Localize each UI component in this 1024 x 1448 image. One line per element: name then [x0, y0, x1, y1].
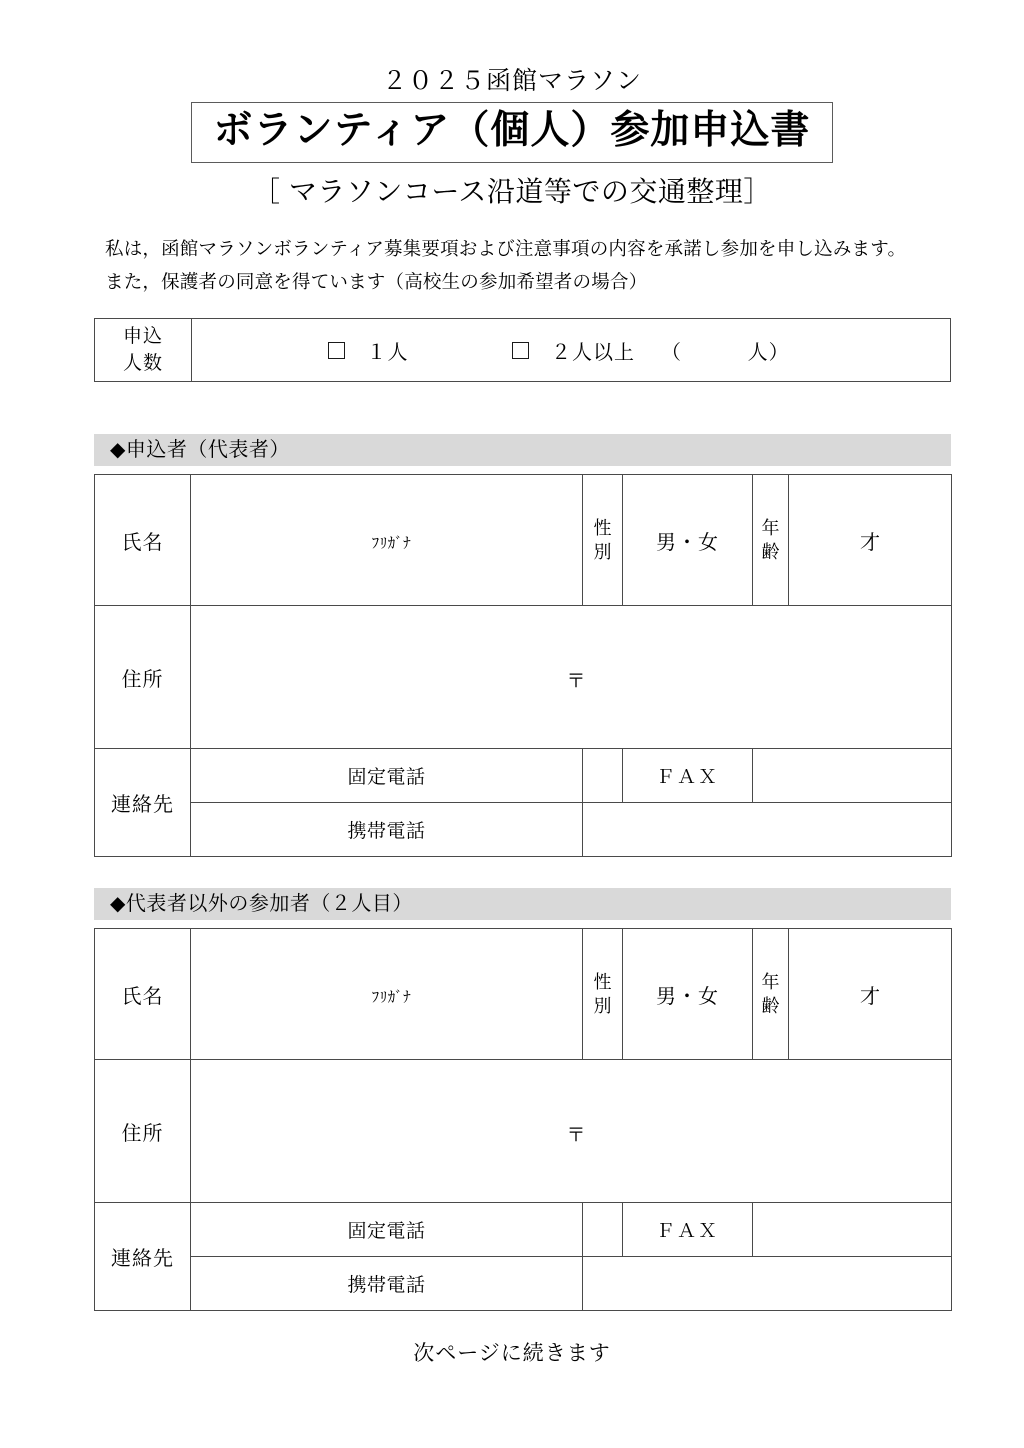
mobile-input-cell[interactable]: [583, 1257, 952, 1311]
age-label-cell: [753, 929, 789, 1060]
option-two-or-more-label: ２人以上: [551, 341, 635, 364]
sex-label-char-2: 別: [593, 996, 612, 1016]
furigana-label: ﾌﾘｶﾞﾅ: [371, 989, 412, 1006]
option-two-or-more[interactable]: [512, 336, 790, 365]
option-one-person-label: １人: [366, 341, 409, 364]
sex-value-cell[interactable]: 男・女: [623, 929, 753, 1060]
table-row-landline: [95, 749, 952, 803]
sex-value-cell[interactable]: 男・女: [623, 475, 753, 606]
age-label-char-2: 齢: [761, 542, 780, 562]
sex-label-char-2: 別: [593, 542, 612, 562]
table-row-mobile: [95, 1257, 952, 1311]
contact-label-cell: 連絡先: [95, 1203, 191, 1311]
postal-code-mark: 〒: [566, 1124, 586, 1146]
section-header-applicant: ◆申込者（代表者）: [94, 434, 951, 466]
count-label-line-2: 人数: [122, 353, 163, 374]
name-input-cell[interactable]: [191, 475, 583, 606]
sex-label-cell: [583, 929, 623, 1060]
count-label-cell: [95, 319, 192, 382]
mobile-label-cell: 携帯電話: [191, 1257, 583, 1311]
postal-code-mark: 〒: [566, 670, 586, 692]
page-subtitle: ［ マラソンコース沿道等での交通整理］: [252, 176, 772, 207]
table-row-mobile: [95, 803, 952, 857]
count-label-line-1: 申込: [122, 326, 163, 347]
sex-label-cell: [583, 475, 623, 606]
address-input-cell[interactable]: [191, 1060, 952, 1203]
age-label-char-2: 齢: [761, 996, 780, 1016]
section-header-second-participant: ◆代表者以外の参加者（２人目）: [94, 888, 951, 920]
age-value-cell[interactable]: 才: [789, 475, 952, 606]
page-title: ボランティア（個人）参加申込書: [191, 102, 834, 163]
mobile-input-cell[interactable]: [583, 803, 952, 857]
consent-paragraph: [105, 232, 955, 298]
count-options-row: [192, 336, 950, 365]
furigana-label: ﾌﾘｶﾞﾅ: [371, 535, 412, 552]
applicant-details-table: [94, 474, 952, 857]
fax-input-cell[interactable]: [753, 1203, 952, 1257]
name-label-cell: 氏名: [95, 929, 191, 1060]
table-row: [95, 319, 951, 382]
application-count-table: [94, 318, 951, 382]
checkbox-one-person[interactable]: [328, 342, 345, 359]
mobile-label-cell: 携帯電話: [191, 803, 583, 857]
age-label-cell: [753, 475, 789, 606]
consent-line-2: また，保護者の同意を得ています（高校生の参加希望者の場合）: [105, 271, 648, 292]
landline-label-cell: 固定電話: [191, 1203, 583, 1257]
address-label-cell: 住所: [95, 1060, 191, 1203]
name-input-cell[interactable]: [191, 929, 583, 1060]
sex-label-char-1: 性: [593, 972, 612, 992]
table-row-name: [95, 929, 952, 1060]
second-participant-details-table: [94, 928, 952, 1311]
fax-label-cell: ＦＡＸ: [623, 1203, 753, 1257]
document-header: [0, 66, 1024, 209]
contact-label-cell: 連絡先: [95, 749, 191, 857]
landline-input-cell[interactable]: [583, 1203, 623, 1257]
sex-label-char-1: 性: [593, 518, 612, 538]
option-one-person[interactable]: [224, 336, 512, 365]
fax-label-cell: ＦＡＸ: [623, 749, 753, 803]
table-row-address: [95, 606, 952, 749]
continuation-note: 次ページに続きます: [413, 1342, 611, 1365]
count-entry-field[interactable]: （ 人）: [661, 341, 790, 364]
event-name: ２０２５函館マラソン: [381, 67, 642, 95]
address-label-cell: 住所: [95, 606, 191, 749]
table-row-address: [95, 1060, 952, 1203]
count-options-cell: [192, 319, 951, 382]
fax-input-cell[interactable]: [753, 749, 952, 803]
landline-label-cell: 固定電話: [191, 749, 583, 803]
consent-line-1: 私は，函館マラソンボランティア募集要項および注意事項の内容を承諾し参加を申し込みます。: [105, 238, 907, 259]
age-value-cell[interactable]: 才: [789, 929, 952, 1060]
title-box-wrapper: [0, 102, 1024, 163]
age-label-char-1: 年: [761, 972, 780, 992]
age-label-char-1: 年: [761, 518, 780, 538]
landline-input-cell[interactable]: [583, 749, 623, 803]
table-row-name: [95, 475, 952, 606]
address-input-cell[interactable]: [191, 606, 952, 749]
checkbox-two-or-more[interactable]: [512, 342, 529, 359]
table-row-landline: [95, 1203, 952, 1257]
name-label-cell: 氏名: [95, 475, 191, 606]
